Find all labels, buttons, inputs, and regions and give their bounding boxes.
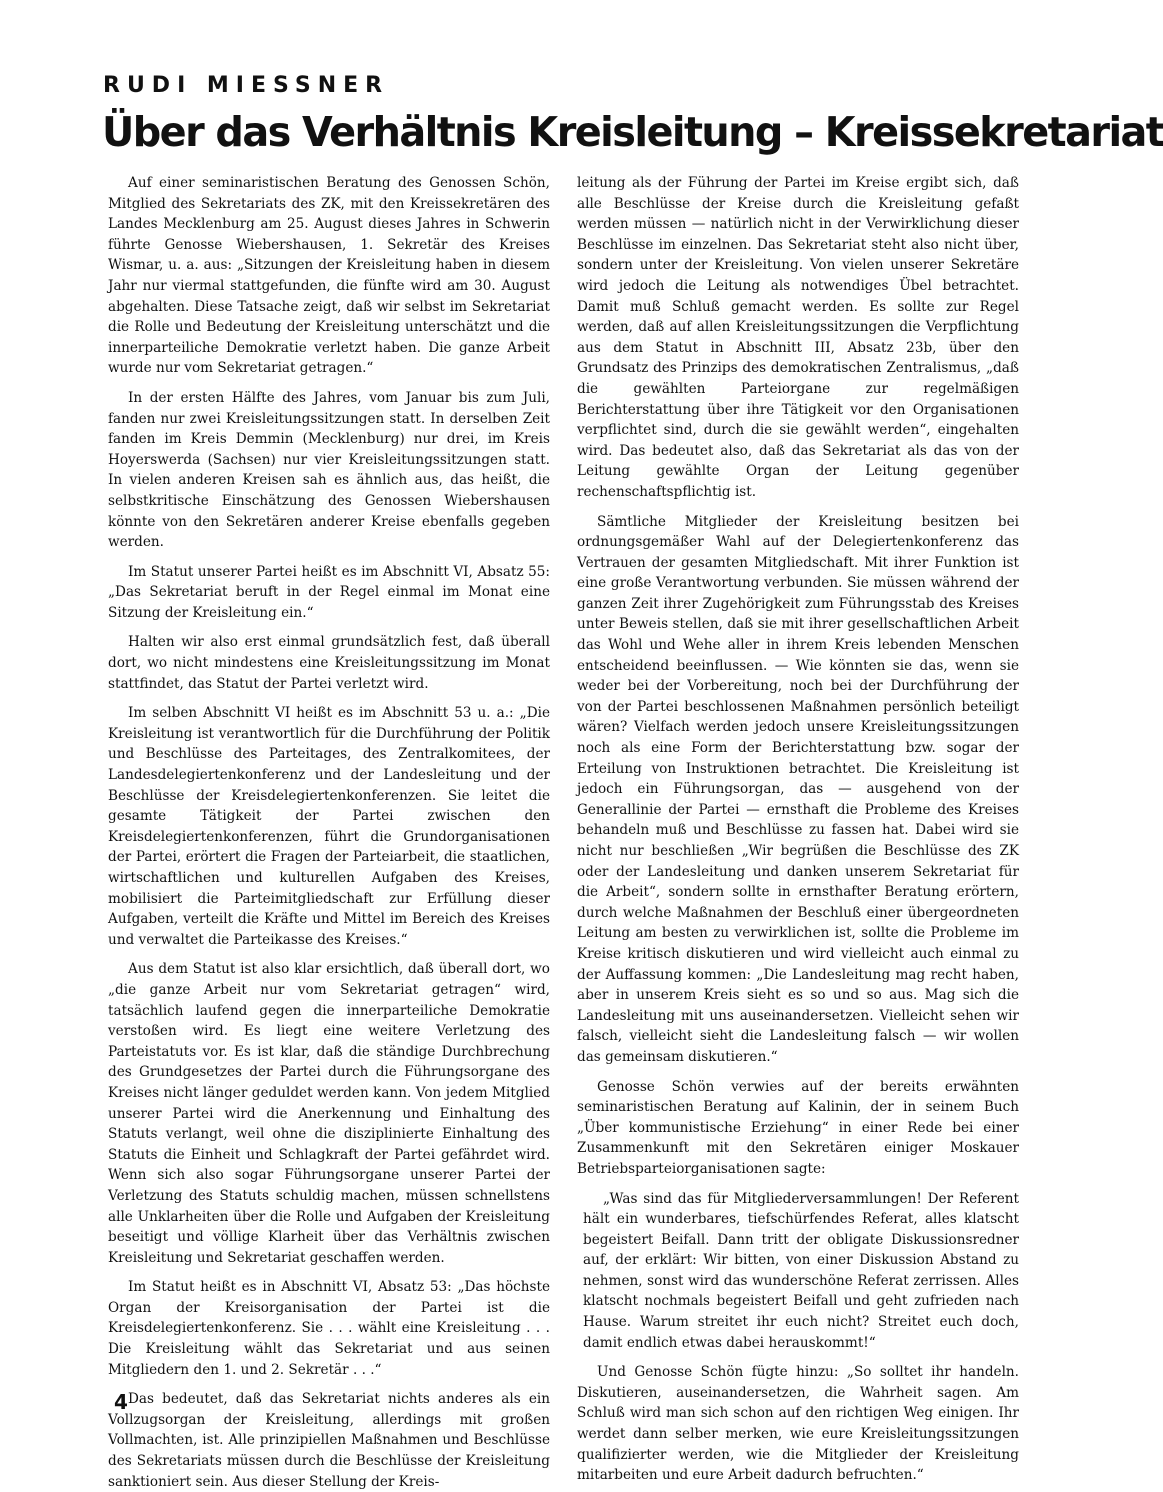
paragraph: Sämtliche Mitglieder der Kreisleitung besitzen bei ordnungsgemäßer Wahl auf der Delegiertenkonferenz das Vertrauen der gesamten Mitgliedschaft. Mit ihrer Funktion ist eine große Verantwortung verbunden. Sie müssen während der ganzen Zeit ihrer Zugehörigkeit zum Führungsstab des Kreises unter Beweis stellen, daß sie mit ihrer gesellschaftlichen Arbeit das Wohl und Wehe aller in ihrem Kreis lebenden Menschen entscheidend beeinflussen. — Wie könnten sie das, wenn sie weder bei der Vorbereitung, noch bei der Durchführung der von der Partei beschlossenen Maßnahmen persönlich beteiligt wären? Vielfach werden jedoch unsere Kreisleitungssitzungen noch als eine Form der Berichterstattung bzw. sogar der Erteilung von Instruktionen betrachtet. Die Kreisleitung ist jedoch ein Führungsorgan, das — ausgehend von der Generallinie der Partei — ernsthaft die Probleme des Kreises behandeln muß und Beschlüsse zu fassen hat. Dabei wird sie nicht nur beschließen „Wir begrüßen die Beschlüsse des ZK oder der Landesleitung und danken unserem Sekretariat für die Arbeit“, sondern sollte in ernsthafter Beratung erörtern, durch welche Maßnahmen der Beschluß einer übergeordneten Leitung am besten zu verwirklichen ist, sollte die Probleme im Kreise kritisch diskutieren und wird vielleicht auch einmal zu der Auffassung kommen: „Die Landesleitung mag recht haben, aber in unserem Kreis sieht es so und so aus. Mag sich die Landesleitung mit uns auseinandersetzen. Vielleicht sehen wir falsch, vielleicht sieht die Landesleitung falsch — wir wollen das gemeinsam diskutieren.“ xyxy=(577,513,1019,1065)
paragraph: Genosse Schön verwies auf der bereits erwähnten seminaristischen Beratung auf Kalinin, der in seinem Buch „Über kommunistische Erziehung“ in einer Rede bei einer Zusammenkunft mit den Sekretären einiger Moskauer Betriebsparteiorganisationen sagte: xyxy=(577,1078,1019,1177)
paragraph: Halten wir also erst einmal grundsätzlich fest, daß überall dort, wo nicht mindestens eine Kreisleitungssitzung im Monat stattfindet, das Statut der Partei verletzt wird. xyxy=(108,634,550,692)
article-body xyxy=(108,173,1019,1490)
left-column xyxy=(108,173,550,1490)
paragraph: Im Statut unserer Partei heißt es im Abschnitt VI, Absatz 55: „Das Sekretariat beruft in der Regel einmal im Monat eine Sitzung der Kreisleitung ein.“ xyxy=(108,563,550,621)
paragraph: Aus dem Statut ist also klar ersichtlich, daß überall dort, wo „die ganze Arbeit nur vom Sekretariat getragen“ wird, tatsächlich laufend gegen die innerparteiliche Demokratie verstoßen wird. Es liegt eine weitere Verletzung des Parteistatuts vor. Es ist klar, daß die ständige Durchbrechung des Grundgesetzes der Partei durch die Führungsorgane des Kreises nicht länger geduldet werden kann. Von jedem Mitglied unserer Partei wird die Anerkennung und Einhaltung des Statuts verlangt, weil ohne die disziplinierte Einhaltung des Statuts die Einheit und Schlagkraft der Partei gefährdet wird. Wenn sich also sogar Führungsorgane unserer Partei der Verletzung des Statuts schuldig machen, müssen schnellstens alle Unklarheiten über die Rolle und Aufgaben der Kreisleitung beseitigt und völlige Klarheit über das Verhältnis zwischen Kreisleitung und Sekretariat geschaffen werden. xyxy=(108,961,550,1266)
paragraph: In der ersten Hälfte des Jahres, vom Januar bis zum Juli, fanden nur zwei Kreisleitungssitzungen statt. In derselben Zeit fanden im Kreis Demmin (Mecklenburg) nur drei, im Kreis Hoyerswerda (Sachsen) nur vier Kreisleitungssitzungen statt. In vielen anderen Kreisen sah es ähnlich aus, das heißt, die selbstkritische Einschätzung des Genossen Wiebershausen könnte von den Sekretären anderer Kreise ebenfalls gegeben werden. xyxy=(108,389,550,551)
paragraph: Im selben Abschnitt VI heißt es im Abschnitt 53 u. a.: „Die Kreisleitung ist verantwortlich für die Durchführung der Politik und Beschlüsse des Parteitages, des Zentralkomitees, der Landesdelegiertenkonferenz und der Landesleitung und der Beschlüsse der Kreisdelegiertenkonferenzen. Sie leitet die gesamte Tätigkeit der Partei zwischen den Kreisdelegiertenkonferenzen, führt die Grundorganisationen der Partei, erörtert die Fragen der Parteiarbeit, die staatlichen, wirtschaftlichen und kulturellen Aufgaben des Kreises, mobilisiert die Parteimitgliedschaft zur Erfüllung dieser Aufgaben, verteilt die Kräfte und Mittel im Bereich des Kreises und verwaltet die Parteikasse des Kreises.“ xyxy=(108,705,550,948)
paragraph: Und Genosse Schön fügte hinzu: „So solltet ihr handeln. Diskutieren, auseinandersetzen, die Wahrheit sagen. Am Schluß wird man sich schon auf den richtigen Weg einigen. Ihr werdet dann selber merken, wie eure Kreisleitungssitzungen qualifizierter werden, wie die Mitglieder der Kreisleitung mitarbeiten und eure Arbeit dadurch befruchten.“ xyxy=(577,1364,1019,1484)
paragraph: Das bedeutet, daß das Sekretariat nichts anderes als ein Vollzugsorgan der Kreisleitung, allerdings mit großen Vollmachten, ist. Alle prinzipiellen Maßnahmen und Beschlüsse des Sekretariats müssen durch die Beschlüsse der Kreisleitung sanktioniert sein. Aus dieser Stellung der Kreis- xyxy=(108,1391,550,1490)
author-name: RUDI MIESSNER xyxy=(103,73,390,98)
paragraph: Auf einer seminaristischen Beratung des Genossen Schön, Mitglied des Sekretariats des ZK, mit den Kreissekretären des Landes Mecklenburg am 25. August dieses Jahres in Schwerin führte Genosse Wiebershausen, 1. Sekretär des Kreises Wismar, u. a. aus: „Sitzungen der Kreisleitung haben in diesem Jahr nur viermal stattgefunden, die fünfte wird am 30. August abgehalten. Diese Tatsache zeigt, daß wir selbst im Sekretariat die Rolle und Bedeutung der Kreisleitung unterschätzt und die innerparteiliche Demokratie verletzt haben. Die ganze Arbeit wurde nur vom Sekretariat getragen.“ xyxy=(108,175,550,377)
paragraph-continued: leitung als der Führung der Partei im Kreise ergibt sich, daß alle Beschlüsse der Kreise durch die Kreisleitung gefaßt werden müssen — natürlich nicht in der Verwirklichung dieser Beschlüsse im einzelnen. Das Sekretariat steht also nicht über, sondern unter der Kreisleitung. Von vielen unserer Sekretäre wird jedoch die Leitung als notwendiges Übel betrachtet. Damit muß Schluß gemacht werden. Es sollte zur Regel werden, daß auf allen Kreisleitungssitzungen die Verpflichtung aus dem Statut in Abschnitt III, Absatz 23b, über den Grundsatz des Prinzips des demokratischen Zentralismus, „daß die gewählten Parteiorgane zur regelmäßigen Berichterstattung über ihre Tätigkeit vor den Organisationen verpflichtet sind, durch die sie gewählt werden“, eingehalten wird. Das bedeutet also, daß das Sekretariat als das von der Leitung gewählte Organ der Leitung gegenüber rechenschaftspflichtig ist. xyxy=(577,175,1019,500)
page-number: 4 xyxy=(114,1390,128,1414)
right-column xyxy=(577,173,1019,1484)
block-quote: „Was sind das für Mitgliederversammlungen! Der Referent hält ein wunderbares, tiefschürfendes Referat, alles klatscht begeistert Beifall. Dann tritt der obligate Diskussionsredner auf, der erklärt: Wir bitten, von einer Diskussion Abstand zu nehmen, sonst wird das wunderschöne Referat zerrissen. Alles klatscht nochmals begeistert Beifall und geht zufrieden nach Hause. Warum streitet ihr euch nicht? Streitet euch doch, damit endlich etwas dabei herauskommt!“ xyxy=(583,1190,1019,1351)
paragraph: Im Statut heißt es in Abschnitt VI, Absatz 53: „Das höchste Organ der Kreisorganisation der Partei ist die Kreisdelegiertenkonferenz. Sie . . . wählt eine Kreisleitung . . . Die Kreisleitung wählt das Sekretariat und aus seinen Mitgliedern den 1. und 2. Sekretär . . .“ xyxy=(108,1279,550,1378)
article-title: Über das Verhältnis Kreisleitung – Kreissekretariat xyxy=(102,108,1163,156)
